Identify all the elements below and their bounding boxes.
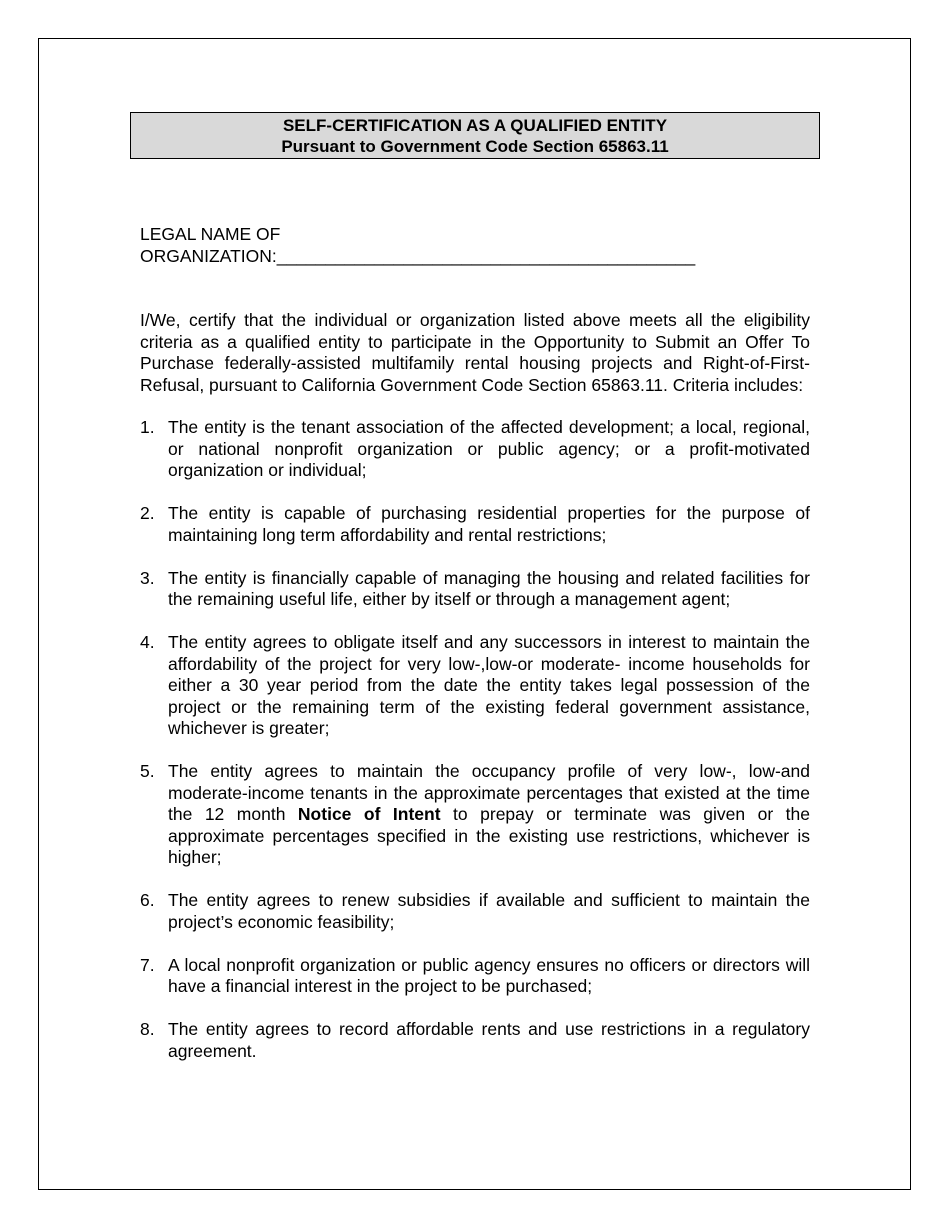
criteria-number: 6. xyxy=(140,890,155,910)
certification-intro: I/We, certify that the individual or organization listed above meets all the eligibility criteria as a qualified entity to participate in the Opportunity to Submit an Offer To Purchase federally-assisted multifamily rental housing projects and Right-of-First-Refusal, pursuant to California Government Code Section 65863.11. Criteria includes: xyxy=(140,310,810,395)
criteria-text: The entity agrees to obligate itself and any successors in interest to maintain the affordability of the project for very low-,low-or moderate- income households for either a 30 year period from the date the entity takes legal possession of the project or the remaining term of the existing federal government assistance, whichever is greater; xyxy=(168,632,810,738)
criteria-number: 8. xyxy=(140,1019,155,1039)
criteria-text: The entity is the tenant association of the affected development; a local, regional, or national nonprofit organization or public agency; or a profit-motivated organization or individual; xyxy=(168,417,810,480)
criteria-list xyxy=(140,417,810,1062)
criteria-item-6 xyxy=(140,890,810,933)
document-subtitle: Pursuant to Government Code Section 65863.11 xyxy=(281,137,669,156)
criteria-text: The entity agrees to renew subsidies if available and sufficient to maintain the project’s economic feasibility; xyxy=(168,890,810,932)
criteria-number: 2. xyxy=(140,503,155,523)
criteria-text: A local nonprofit organization or public agency ensures no officers or directors will have a financial interest in the project to be purchased; xyxy=(168,954,810,996)
title-box xyxy=(130,112,820,159)
criteria-item-1 xyxy=(140,417,810,482)
criteria-item-7 xyxy=(140,955,810,998)
criteria-number: 3. xyxy=(140,567,155,588)
criteria-item-8 xyxy=(140,1019,810,1062)
criteria-text-before: The entity agrees to maintain the occupancy profile of very low-, low-and moderate-income tenants in the approximate percentages that existed at the time the 12 month xyxy=(168,761,810,824)
document-title: SELF-CERTIFICATION AS A QUALIFIED ENTITY xyxy=(282,116,668,135)
legal-name-label-line2: ORGANIZATION:___________________________________________ xyxy=(140,245,696,266)
criteria-number: 4. xyxy=(140,632,155,652)
criteria-text: The entity is capable of purchasing residential properties for the purpose of maintaining long term affordability and rental restrictions; xyxy=(168,503,810,545)
document-body xyxy=(140,224,810,1084)
criteria-item-3 xyxy=(140,568,810,611)
criteria-item-4 xyxy=(140,632,810,740)
criteria-number: 7. xyxy=(140,954,155,975)
legal-name-label-line1: LEGAL NAME OF xyxy=(140,224,281,244)
criteria-text xyxy=(168,761,810,867)
criteria-text: The entity agrees to record affordable rents and use restrictions in a regulatory agreement. xyxy=(168,1019,810,1061)
criteria-item-5 xyxy=(140,761,810,869)
criteria-number: 5. xyxy=(140,761,155,781)
legal-name-field xyxy=(140,224,810,267)
criteria-number: 1. xyxy=(140,417,155,437)
criteria-item-2 xyxy=(140,503,810,546)
criteria-text: The entity is financially capable of managing the housing and related facilities for the remaining useful life, either by itself or through a management agent; xyxy=(168,567,810,609)
criteria-text-after: to prepay or terminate was given or the approximate percentages specified in the existing use restrictions, whichever is higher; xyxy=(168,804,810,867)
notice-of-intent-term: Notice of Intent xyxy=(297,804,441,824)
